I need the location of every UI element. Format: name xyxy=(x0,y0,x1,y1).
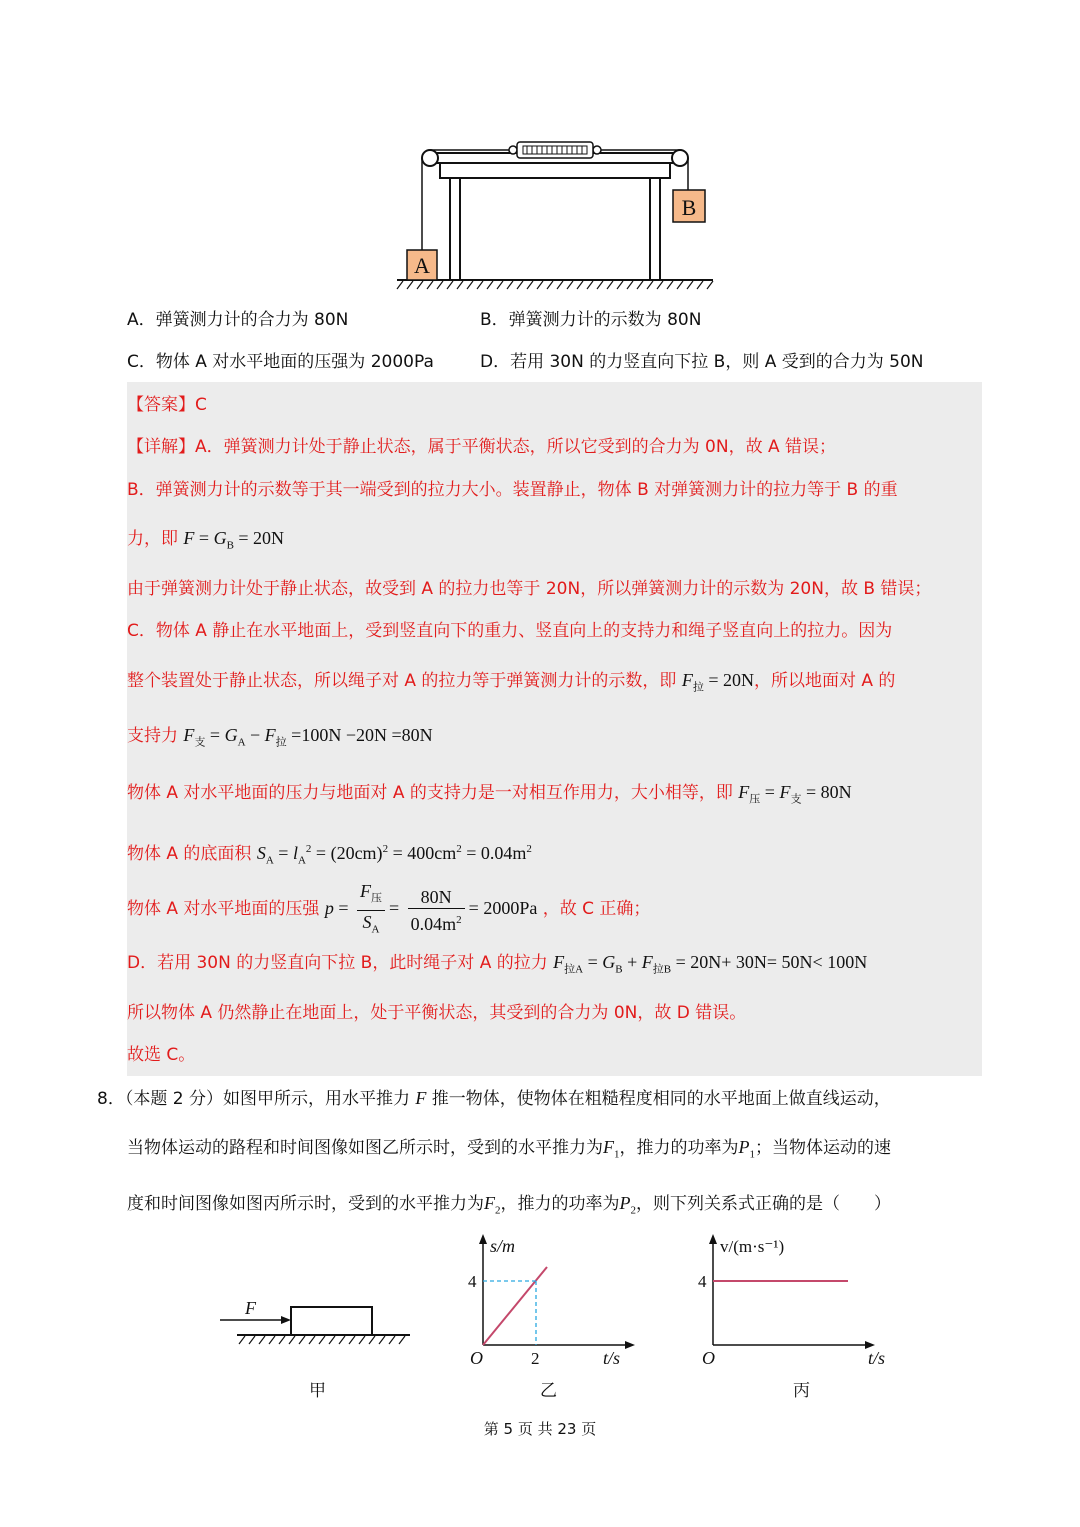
detail-line-7: 支持力 $F_支 = G_A - F_拉 =100N -20N =80N$ xyxy=(127,725,433,749)
figure-bing-v-t-graph xyxy=(690,1232,900,1372)
question-8-line-1: 8．（本题 2 分）如图甲所示，用水平推力 F 推一物体，使物体在粗糙程度相同的水平地面上做直线运动， xyxy=(97,1088,891,1109)
detail-line-11: D．若用 30N 的力竖直向下拉 B，此时绳子对 A 的拉力 $F_{拉A} = G_B + F_{拉B} = 20N+ 30N= 50N< 100N$ xyxy=(127,952,868,976)
detail-line-1: 【详解】A．弹簧测力计处于静止状态，属于平衡状态，所以它受到的合力为 0N，故 A 错误； xyxy=(127,437,837,457)
block-b-label: B xyxy=(681,195,697,220)
caption-yi: 乙 xyxy=(540,1381,557,1401)
question-8-line-3: 度和时间图像如图丙所示时，受到的水平推力为$F_2$，推力的功率为$P_2$，则下列关系式正确的是（ ） xyxy=(127,1193,891,1217)
yi-ylabel: s/m xyxy=(490,1236,516,1256)
bing-xlabel: t/s xyxy=(868,1348,886,1368)
detail-line-2: B．弹簧测力计的示数等于其一端受到的拉力大小。装置静止，物体 B 对弹簧测力计的拉力等于 B 的重 xyxy=(127,480,898,500)
detail-line-10: 物体 A 对水平地面的压强 p = $\frac{F_压}{S_A}$ = $\frac{80N}{0.04m^2}$ = 2000Pa ，故 C 正确； xyxy=(127,881,651,936)
bing-ylabel: v/(m·s⁻¹) xyxy=(720,1237,785,1256)
yi-y-tick: 4 xyxy=(468,1272,477,1291)
caption-bing: 丙 xyxy=(793,1381,810,1401)
bing-origin: O xyxy=(702,1348,715,1368)
detail-line-13: 故选 C。 xyxy=(127,1045,196,1065)
detail-line-12: 所以物体 A 仍然静止在地面上，处于平衡状态，其受到的合力为 0N，故 D 错误。 xyxy=(127,1003,747,1023)
bing-y-tick: 4 xyxy=(698,1272,707,1291)
block-a-label: A xyxy=(414,253,430,278)
pulley-apparatus-figure xyxy=(395,135,715,295)
figure-jia xyxy=(215,1295,415,1355)
detail-line-8: 物体 A 对水平地面的压力与地面对 A 的支持力是一对相互作用力，大小相等，即 $F_压 = F_支 = 80N$ xyxy=(127,782,852,806)
detail-line-4: 由于弹簧测力计处于静止状态，故受到 A 的拉力也等于 20N，所以弹簧测力计的示数为 20N，故 B 错误； xyxy=(127,579,932,599)
option-d: D．若用 30N 的力竖直向下拉 B，则 A 受到的合力为 50N xyxy=(480,352,924,372)
question-8-line-2: 当物体运动的路程和时间图像如图乙所示时，受到的水平推力为$F_1$，推力的功率为$P_1$；当物体运动的速 xyxy=(127,1137,891,1161)
option-c: C．物体 A 对水平地面的压强为 2000Pa xyxy=(127,352,434,372)
detail-line-5: C．物体 A 静止在水平地面上，受到竖直向下的重力、竖直向上的支持力和绳子竖直向上的拉力。因为 xyxy=(127,621,893,641)
option-a: A．弹簧测力计的合力为 80N xyxy=(127,310,349,330)
s-t-line xyxy=(483,1267,547,1345)
detail-line-9: 物体 A 的底面积 $S_A = l_A^2 = (20cm)^2 = 400cm^2 = 0.04m^2$ xyxy=(127,843,532,867)
yi-origin: O xyxy=(470,1348,483,1368)
answer-label: 【答案】C xyxy=(127,395,207,415)
yi-x-tick: 2 xyxy=(531,1349,540,1368)
detail-line-3: 力，即 $F = G_B = 20N$ xyxy=(127,528,285,552)
option-b: B．弹簧测力计的示数为 80N xyxy=(480,310,702,330)
caption-jia: 甲 xyxy=(309,1381,326,1401)
detail-line-6: 整个装置处于静止状态，所以绳子对 A 的拉力等于弹簧测力计的示数，即 $F_拉 = 20N$，所以地面对 A 的 xyxy=(127,670,896,694)
page-footer: 第 5 页 共 23 页 xyxy=(483,1420,597,1438)
force-f-label: F xyxy=(245,1298,256,1318)
yi-xlabel: t/s xyxy=(603,1348,621,1368)
figure-yi-s-t-graph xyxy=(460,1232,640,1372)
